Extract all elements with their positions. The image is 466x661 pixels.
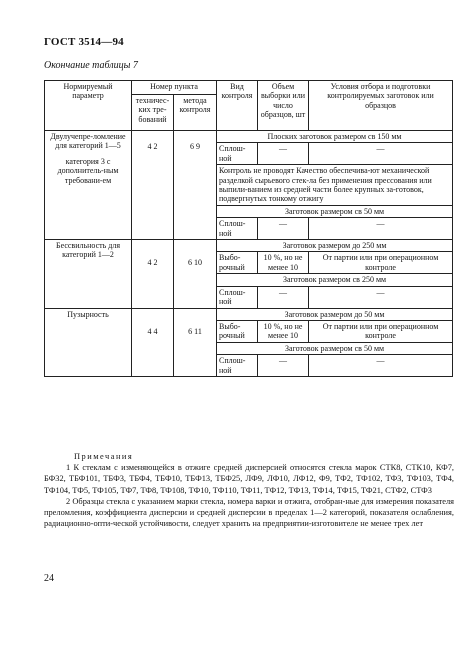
control-type-value: Выбо-рочный bbox=[217, 320, 258, 342]
control-type-value: Выбо-рочный bbox=[217, 252, 258, 274]
table-continuation-label: Окончание таблицы 7 bbox=[44, 60, 138, 71]
param-birefringence: Двулучепре-ломление для категорий 1—5 bbox=[50, 132, 126, 151]
control-type-value: Сплош-ной bbox=[217, 355, 258, 377]
sampling-condition-value: — bbox=[309, 286, 453, 308]
param-bubbles: Пузырность bbox=[45, 308, 132, 376]
param-cell bbox=[45, 131, 132, 240]
header-sampling-conditions: Условия отбора и подготовки контролируемых заготовок или образцов bbox=[309, 81, 453, 131]
sample-size-value: — bbox=[258, 286, 309, 308]
method-number: 6 10 bbox=[174, 240, 217, 308]
sample-size-value: — bbox=[258, 218, 309, 240]
control-type-value: Сплош-ной bbox=[217, 143, 258, 165]
header-param: Нормируемый параметр bbox=[45, 81, 132, 131]
header-item-number: Номер пункта bbox=[132, 81, 217, 95]
table-row bbox=[45, 131, 453, 143]
param-birefringence-cat3: категория 3 с дополнитель-ным требовани-ем bbox=[57, 156, 119, 185]
sampling-condition-value: От партии или при операционном контроле bbox=[309, 252, 453, 274]
control-note: Контроль не проводят Качество обеспечива-ют механической разделкой сырьевого стек-ла без применения прессования или выпили-ванием из средней части более крупных за-готовок, подвергнутых тонкому отжигу bbox=[217, 165, 453, 206]
table-row bbox=[45, 308, 453, 320]
subgroup-title: Заготовок размером св 250 мм bbox=[217, 274, 453, 286]
tech-req-number: 4 4 bbox=[132, 308, 174, 376]
sample-size-value: 10 %, но не менее 10 bbox=[258, 252, 309, 274]
sampling-condition-value: От партии или при операционном контроле bbox=[309, 320, 453, 342]
sampling-condition-value: — bbox=[309, 355, 453, 377]
subgroup-title: Заготовок размером св 50 мм bbox=[217, 342, 453, 354]
sample-size-value: — bbox=[258, 355, 309, 377]
control-table bbox=[44, 80, 453, 377]
method-number: 6 11 bbox=[174, 308, 217, 376]
subgroup-title: Заготовок размером до 50 мм bbox=[217, 308, 453, 320]
sample-size-value: — bbox=[258, 143, 309, 165]
header-control-method: метода контроля bbox=[174, 95, 217, 131]
note-1: 1 К стеклам с изменяющейся в отжиге средней дисперсией относятся стекла марок СТК8, СТК10, КФ7, БФ32, ТБФ101, ТБФ3, ТБФ4, ТБФ10, ТБФ13, ТБФ25, ЛФ9, ЛФ10, ЛФ12, Ф9, ТФ2, ТФ102, ТФ3, ТФ103, ТФ4, ТФ104, ТФ5, ТФ105, ТФ7, ТФ8, ТФ108, ТФ10, ТФ110, ТФ11, ТФ12, ТФ13, ТФ14, ТФ15, ТФ21, СТФ2, СТФ3 bbox=[44, 463, 454, 495]
header-row-1 bbox=[45, 81, 453, 95]
sample-size-value: 10 %, но не менее 10 bbox=[258, 320, 309, 342]
sampling-condition-value: — bbox=[309, 218, 453, 240]
page-number: 24 bbox=[44, 573, 54, 584]
control-type-value: Сплош-ной bbox=[217, 286, 258, 308]
param-striae: Бессвильность для категорий 1—2 bbox=[45, 240, 132, 308]
notes-section bbox=[44, 451, 454, 529]
subgroup-title: Заготовок размером св 50 мм bbox=[217, 205, 453, 217]
tech-req-number: 4 2 bbox=[132, 131, 174, 240]
method-number: 6 9 bbox=[174, 131, 217, 240]
tech-req-number: 4 2 bbox=[132, 240, 174, 308]
header-control-type: Вид контроля bbox=[217, 81, 258, 131]
table-row bbox=[45, 240, 453, 252]
header-sample-size: Объем выборки или число образцов, шт bbox=[258, 81, 309, 131]
standard-header: ГОСТ 3514—94 bbox=[44, 36, 124, 48]
note-2: 2 Образцы стекла с указанием марки стекла, номера варки и отжига, отобран-ные для измерения показателя преломления, коэффициента дисперсии и средней дисперсии в пределах 1—2 категорий, показателя ослабления, радиационно-опти-ческой устойчивости, следует хранить на предприятии-изготовителе не менее трех лет bbox=[44, 496, 454, 529]
control-type-value: Сплош-ной bbox=[217, 218, 258, 240]
sampling-condition-value: — bbox=[309, 143, 453, 165]
header-tech-req: техничес-ких тре-бований bbox=[132, 95, 174, 131]
subgroup-title: Плоских заготовок размером св 150 мм bbox=[217, 131, 453, 143]
subgroup-title: Заготовок размером до 250 мм bbox=[217, 240, 453, 252]
notes-title: Примечания bbox=[74, 452, 134, 461]
